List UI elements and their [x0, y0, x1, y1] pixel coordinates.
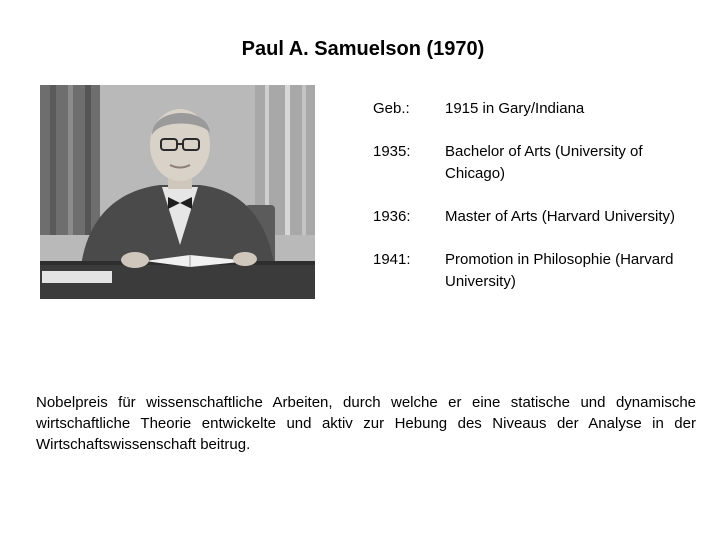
cv-year: 1941:: [373, 251, 411, 268]
cv-year: 1936:: [373, 208, 411, 225]
portrait-photo: [40, 85, 315, 299]
cv-row-1935: [373, 141, 693, 185]
cv-row-1936: [373, 206, 693, 228]
cv-desc: Master of Arts (Harvard University): [445, 208, 676, 225]
cv-desc: Bachelor of Arts (University of Chicago): [445, 143, 643, 182]
portrait-photo-icon: [40, 85, 315, 299]
cv-list: [373, 98, 693, 314]
cv-desc: Promotion in Philosophie (Harvard University): [445, 251, 674, 290]
cv-row-1941: [373, 249, 693, 293]
slide-title: Paul A. Samuelson (1970): [241, 38, 485, 60]
cv-desc: 1915 in Gary/Indiana: [445, 100, 585, 117]
cv-row-birth: [373, 98, 693, 120]
nobel-summary: Nobelpreis für wissenschaftliche Arbeiten, durch welche er eine statische und dynamische wirtschaftliche Theorie entwickelte und aktiv zur Hebung des Niveaus der Analyse in der Wirtschaftswissenschaft beitrug.: [36, 394, 696, 453]
cv-year: Geb.:: [373, 100, 410, 117]
cv-year: 1935:: [373, 143, 411, 160]
